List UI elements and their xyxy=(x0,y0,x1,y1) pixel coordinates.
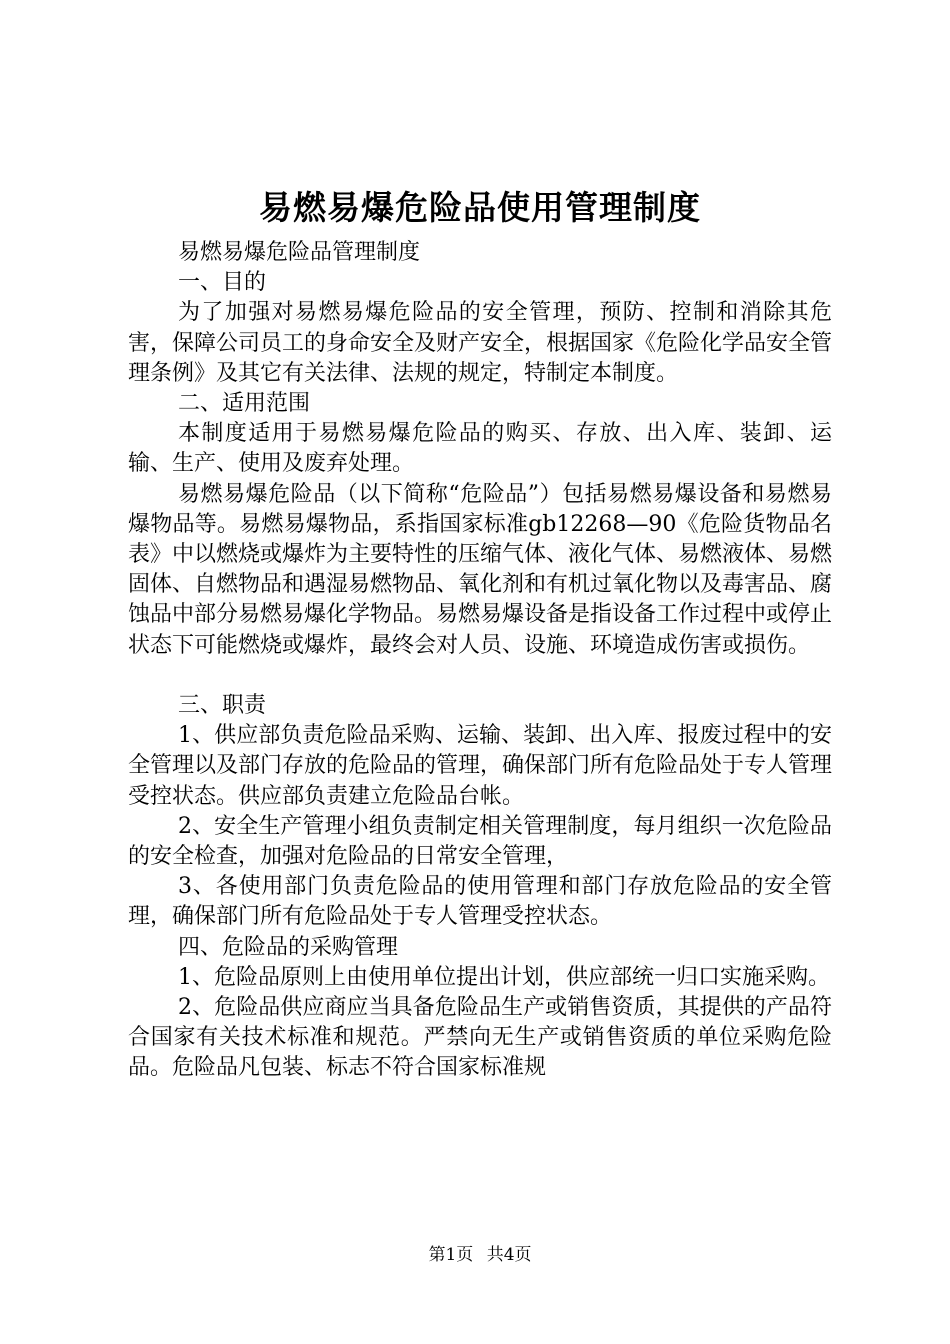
section-heading-duties: 三、职责 xyxy=(178,693,267,719)
page-total: 共4页 xyxy=(486,1245,532,1265)
paragraph: 2、安全生产管理小组负责制定相关管理制度，每月组织一次危险品的安全检查，加强对危险品的日常安全管理， xyxy=(128,813,832,870)
document-title: 易燃易爆危险品使用管理制度 xyxy=(259,188,701,227)
section-heading-procurement: 四、危险品的采购管理 xyxy=(178,934,399,960)
paragraph: 易燃易爆危险品（以下简称“危险品”）包括易燃易爆设备和易燃易爆物品等。易燃易爆物品，系指国家标准gb12268—90《危险货物品名表》中以燃烧或爆炸为主要特性的压缩气体、液化气体、易燃液体、易燃固体、自燃物品和遇湿易燃物品、氧化剂和有机过氧化物以及毒害品、腐蚀品中部分易燃易爆化学物品。易燃易爆设备是指设备工作过程中或停止状态下可能燃烧或爆炸，最终会对人员、设施、环境造成伤害或损伤。 xyxy=(128,481,833,658)
paragraph: 2、危险品供应商应当具备危险品生产或销售资质，其提供的产品符合国家有关技术标准和规范。严禁向无生产或销售资质的单位采购危险品。危险品凡包装、标志不符合国家标准规 xyxy=(128,995,832,1081)
paragraph: 本制度适用于易燃易爆危险品的购买、存放、出入库、装卸、运输、生产、使用及废弃处理。 xyxy=(128,421,832,477)
paragraph: 1、危险品原则上由使用单位提出计划，供应部统一归口实施采购。 xyxy=(178,964,830,990)
paragraph: 1、供应部负责危险品采购、运输、装卸、出入库、报废过程中的安全管理以及部门存放的危险品的管理，确保部门所有危险品处于专人管理受控状态。供应部负责建立危险品台帐。 xyxy=(128,723,833,809)
subtitle: 易燃易爆危险品管理制度 xyxy=(178,240,421,265)
document-page xyxy=(128,0,832,1344)
document-body xyxy=(128,238,832,1084)
section-heading-scope: 二、适用范围 xyxy=(178,391,311,417)
blank-line xyxy=(128,661,832,691)
page-footer xyxy=(128,1244,832,1266)
page-number: 第1页 xyxy=(428,1245,474,1265)
paragraph: 为了加强对易燃易爆危险品的安全管理，预防、控制和消除其危害，保障公司员工的身命安全及财产安全，根据国家《危险化学品安全管理条例》及其它有关法律、法规的规定，特制定本制度。 xyxy=(128,300,833,386)
section-heading-purpose: 一、目的 xyxy=(178,270,267,296)
paragraph: 3、各使用部门负责危险品的使用管理和部门存放危险品的安全管理，确保部门所有危险品处于专人管理受控状态。 xyxy=(128,874,832,930)
